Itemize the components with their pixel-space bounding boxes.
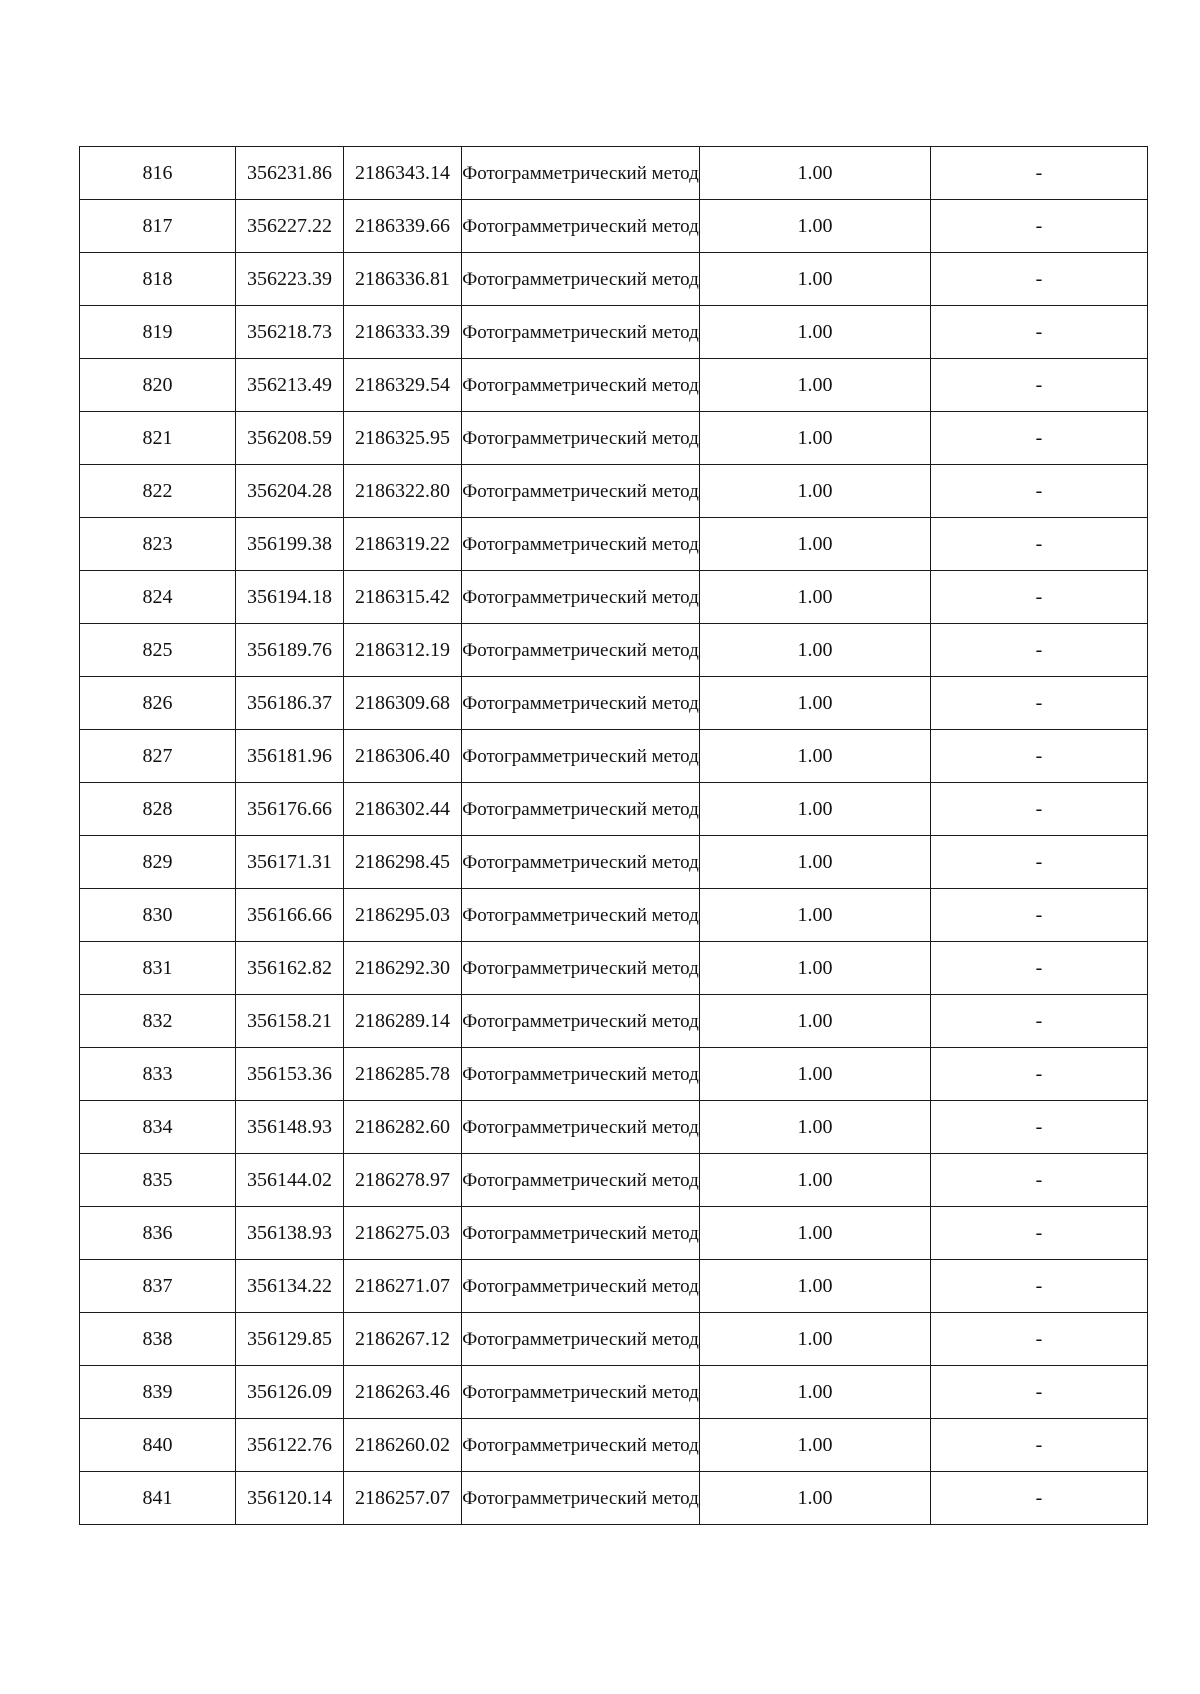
point-number-cell: 840: [80, 1419, 236, 1472]
accuracy-cell: 1.00: [700, 518, 931, 571]
y-coordinate-cell: 2186289.14: [344, 995, 462, 1048]
accuracy-cell: 1.00: [700, 836, 931, 889]
point-number-cell: 837: [80, 1260, 236, 1313]
point-number-cell: 830: [80, 889, 236, 942]
note-cell: -: [931, 1366, 1148, 1419]
table-row: [80, 836, 1148, 889]
y-coordinate-cell: 2186333.39: [344, 306, 462, 359]
method-cell: Фотограмметрический метод: [462, 677, 700, 730]
note-cell: -: [931, 518, 1148, 571]
table-row: [80, 1419, 1148, 1472]
note-cell: -: [931, 730, 1148, 783]
accuracy-cell: 1.00: [700, 677, 931, 730]
accuracy-cell: 1.00: [700, 1366, 931, 1419]
x-coordinate-cell: 356208.59: [236, 412, 344, 465]
point-number-cell: 831: [80, 942, 236, 995]
accuracy-cell: 1.00: [700, 1260, 931, 1313]
note-cell: -: [931, 1419, 1148, 1472]
point-number-cell: 817: [80, 200, 236, 253]
accuracy-cell: 1.00: [700, 1207, 931, 1260]
coordinates-table: [79, 146, 1148, 1525]
table-row: [80, 730, 1148, 783]
method-cell: Фотограмметрический метод: [462, 571, 700, 624]
method-cell: Фотограмметрический метод: [462, 465, 700, 518]
y-coordinate-cell: 2186292.30: [344, 942, 462, 995]
method-cell: Фотограмметрический метод: [462, 1260, 700, 1313]
table-row: [80, 1207, 1148, 1260]
method-cell: Фотограмметрический метод: [462, 518, 700, 571]
table-row: [80, 200, 1148, 253]
table-row: [80, 1048, 1148, 1101]
note-cell: -: [931, 253, 1148, 306]
method-cell: Фотограмметрический метод: [462, 1154, 700, 1207]
y-coordinate-cell: 2186267.12: [344, 1313, 462, 1366]
y-coordinate-cell: 2186282.60: [344, 1101, 462, 1154]
table-row: [80, 465, 1148, 518]
x-coordinate-cell: 356189.76: [236, 624, 344, 677]
table-row: [80, 783, 1148, 836]
point-number-cell: 822: [80, 465, 236, 518]
x-coordinate-cell: 356126.09: [236, 1366, 344, 1419]
note-cell: -: [931, 1313, 1148, 1366]
note-cell: -: [931, 465, 1148, 518]
y-coordinate-cell: 2186285.78: [344, 1048, 462, 1101]
method-cell: Фотограмметрический метод: [462, 200, 700, 253]
note-cell: -: [931, 200, 1148, 253]
y-coordinate-cell: 2186339.66: [344, 200, 462, 253]
method-cell: Фотограмметрический метод: [462, 412, 700, 465]
method-cell: Фотограмметрический метод: [462, 889, 700, 942]
x-coordinate-cell: 356162.82: [236, 942, 344, 995]
table-row: [80, 412, 1148, 465]
method-cell: Фотограмметрический метод: [462, 1313, 700, 1366]
note-cell: -: [931, 1207, 1148, 1260]
accuracy-cell: 1.00: [700, 889, 931, 942]
accuracy-cell: 1.00: [700, 253, 931, 306]
accuracy-cell: 1.00: [700, 1419, 931, 1472]
table-row: [80, 942, 1148, 995]
table-row: [80, 359, 1148, 412]
table-row: [80, 518, 1148, 571]
note-cell: -: [931, 147, 1148, 200]
method-cell: Фотограмметрический метод: [462, 1207, 700, 1260]
method-cell: Фотограмметрический метод: [462, 783, 700, 836]
method-cell: Фотограмметрический метод: [462, 836, 700, 889]
point-number-cell: 839: [80, 1366, 236, 1419]
method-cell: Фотограмметрический метод: [462, 359, 700, 412]
x-coordinate-cell: 356138.93: [236, 1207, 344, 1260]
y-coordinate-cell: 2186336.81: [344, 253, 462, 306]
table-row: [80, 1313, 1148, 1366]
note-cell: -: [931, 571, 1148, 624]
y-coordinate-cell: 2186263.46: [344, 1366, 462, 1419]
y-coordinate-cell: 2186278.97: [344, 1154, 462, 1207]
note-cell: -: [931, 1260, 1148, 1313]
x-coordinate-cell: 356186.37: [236, 677, 344, 730]
x-coordinate-cell: 356120.14: [236, 1472, 344, 1525]
accuracy-cell: 1.00: [700, 412, 931, 465]
method-cell: Фотограмметрический метод: [462, 1366, 700, 1419]
point-number-cell: 816: [80, 147, 236, 200]
point-number-cell: 827: [80, 730, 236, 783]
note-cell: -: [931, 1154, 1148, 1207]
x-coordinate-cell: 356158.21: [236, 995, 344, 1048]
x-coordinate-cell: 356171.31: [236, 836, 344, 889]
point-number-cell: 838: [80, 1313, 236, 1366]
note-cell: -: [931, 624, 1148, 677]
accuracy-cell: 1.00: [700, 1101, 931, 1154]
accuracy-cell: 1.00: [700, 1154, 931, 1207]
y-coordinate-cell: 2186257.07: [344, 1472, 462, 1525]
x-coordinate-cell: 356166.66: [236, 889, 344, 942]
method-cell: Фотограмметрический метод: [462, 1419, 700, 1472]
accuracy-cell: 1.00: [700, 1048, 931, 1101]
x-coordinate-cell: 356223.39: [236, 253, 344, 306]
x-coordinate-cell: 356148.93: [236, 1101, 344, 1154]
table-row: [80, 624, 1148, 677]
method-cell: Фотограмметрический метод: [462, 730, 700, 783]
x-coordinate-cell: 356134.22: [236, 1260, 344, 1313]
x-coordinate-cell: 356144.02: [236, 1154, 344, 1207]
y-coordinate-cell: 2186302.44: [344, 783, 462, 836]
accuracy-cell: 1.00: [700, 571, 931, 624]
coordinates-table-body: [80, 147, 1148, 1525]
note-cell: -: [931, 942, 1148, 995]
method-cell: Фотограмметрический метод: [462, 995, 700, 1048]
x-coordinate-cell: 356199.38: [236, 518, 344, 571]
note-cell: -: [931, 836, 1148, 889]
accuracy-cell: 1.00: [700, 942, 931, 995]
table-row: [80, 253, 1148, 306]
table-row: [80, 147, 1148, 200]
x-coordinate-cell: 356218.73: [236, 306, 344, 359]
accuracy-cell: 1.00: [700, 306, 931, 359]
table-row: [80, 677, 1148, 730]
method-cell: Фотограмметрический метод: [462, 253, 700, 306]
method-cell: Фотограмметрический метод: [462, 306, 700, 359]
point-number-cell: 826: [80, 677, 236, 730]
point-number-cell: 828: [80, 783, 236, 836]
y-coordinate-cell: 2186329.54: [344, 359, 462, 412]
point-number-cell: 821: [80, 412, 236, 465]
note-cell: -: [931, 1101, 1148, 1154]
point-number-cell: 820: [80, 359, 236, 412]
accuracy-cell: 1.00: [700, 1472, 931, 1525]
note-cell: -: [931, 995, 1148, 1048]
y-coordinate-cell: 2186322.80: [344, 465, 462, 518]
table-row: [80, 1154, 1148, 1207]
note-cell: -: [931, 1048, 1148, 1101]
x-coordinate-cell: 356129.85: [236, 1313, 344, 1366]
point-number-cell: 833: [80, 1048, 236, 1101]
y-coordinate-cell: 2186271.07: [344, 1260, 462, 1313]
y-coordinate-cell: 2186275.03: [344, 1207, 462, 1260]
x-coordinate-cell: 356122.76: [236, 1419, 344, 1472]
point-number-cell: 829: [80, 836, 236, 889]
table-row: [80, 1260, 1148, 1313]
accuracy-cell: 1.00: [700, 624, 931, 677]
y-coordinate-cell: 2186306.40: [344, 730, 462, 783]
point-number-cell: 841: [80, 1472, 236, 1525]
table-row: [80, 889, 1148, 942]
point-number-cell: 823: [80, 518, 236, 571]
x-coordinate-cell: 356213.49: [236, 359, 344, 412]
point-number-cell: 825: [80, 624, 236, 677]
table-row: [80, 995, 1148, 1048]
method-cell: Фотограмметрический метод: [462, 147, 700, 200]
y-coordinate-cell: 2186319.22: [344, 518, 462, 571]
x-coordinate-cell: 356227.22: [236, 200, 344, 253]
note-cell: -: [931, 677, 1148, 730]
y-coordinate-cell: 2186325.95: [344, 412, 462, 465]
note-cell: -: [931, 889, 1148, 942]
y-coordinate-cell: 2186315.42: [344, 571, 462, 624]
y-coordinate-cell: 2186309.68: [344, 677, 462, 730]
note-cell: -: [931, 306, 1148, 359]
x-coordinate-cell: 356194.18: [236, 571, 344, 624]
accuracy-cell: 1.00: [700, 147, 931, 200]
x-coordinate-cell: 356181.96: [236, 730, 344, 783]
x-coordinate-cell: 356231.86: [236, 147, 344, 200]
point-number-cell: 835: [80, 1154, 236, 1207]
method-cell: Фотограмметрический метод: [462, 1472, 700, 1525]
method-cell: Фотограмметрический метод: [462, 624, 700, 677]
accuracy-cell: 1.00: [700, 465, 931, 518]
point-number-cell: 819: [80, 306, 236, 359]
x-coordinate-cell: 356153.36: [236, 1048, 344, 1101]
accuracy-cell: 1.00: [700, 359, 931, 412]
accuracy-cell: 1.00: [700, 995, 931, 1048]
y-coordinate-cell: 2186260.02: [344, 1419, 462, 1472]
point-number-cell: 836: [80, 1207, 236, 1260]
y-coordinate-cell: 2186312.19: [344, 624, 462, 677]
note-cell: -: [931, 1472, 1148, 1525]
point-number-cell: 832: [80, 995, 236, 1048]
method-cell: Фотограмметрический метод: [462, 1048, 700, 1101]
y-coordinate-cell: 2186343.14: [344, 147, 462, 200]
y-coordinate-cell: 2186295.03: [344, 889, 462, 942]
accuracy-cell: 1.00: [700, 200, 931, 253]
table-row: [80, 306, 1148, 359]
accuracy-cell: 1.00: [700, 730, 931, 783]
point-number-cell: 818: [80, 253, 236, 306]
note-cell: -: [931, 412, 1148, 465]
x-coordinate-cell: 356204.28: [236, 465, 344, 518]
x-coordinate-cell: 356176.66: [236, 783, 344, 836]
y-coordinate-cell: 2186298.45: [344, 836, 462, 889]
table-row: [80, 571, 1148, 624]
point-number-cell: 834: [80, 1101, 236, 1154]
table-row: [80, 1101, 1148, 1154]
accuracy-cell: 1.00: [700, 1313, 931, 1366]
table-row: [80, 1366, 1148, 1419]
note-cell: -: [931, 359, 1148, 412]
accuracy-cell: 1.00: [700, 783, 931, 836]
point-number-cell: 824: [80, 571, 236, 624]
method-cell: Фотограмметрический метод: [462, 1101, 700, 1154]
method-cell: Фотограмметрический метод: [462, 942, 700, 995]
note-cell: -: [931, 783, 1148, 836]
table-row: [80, 1472, 1148, 1525]
